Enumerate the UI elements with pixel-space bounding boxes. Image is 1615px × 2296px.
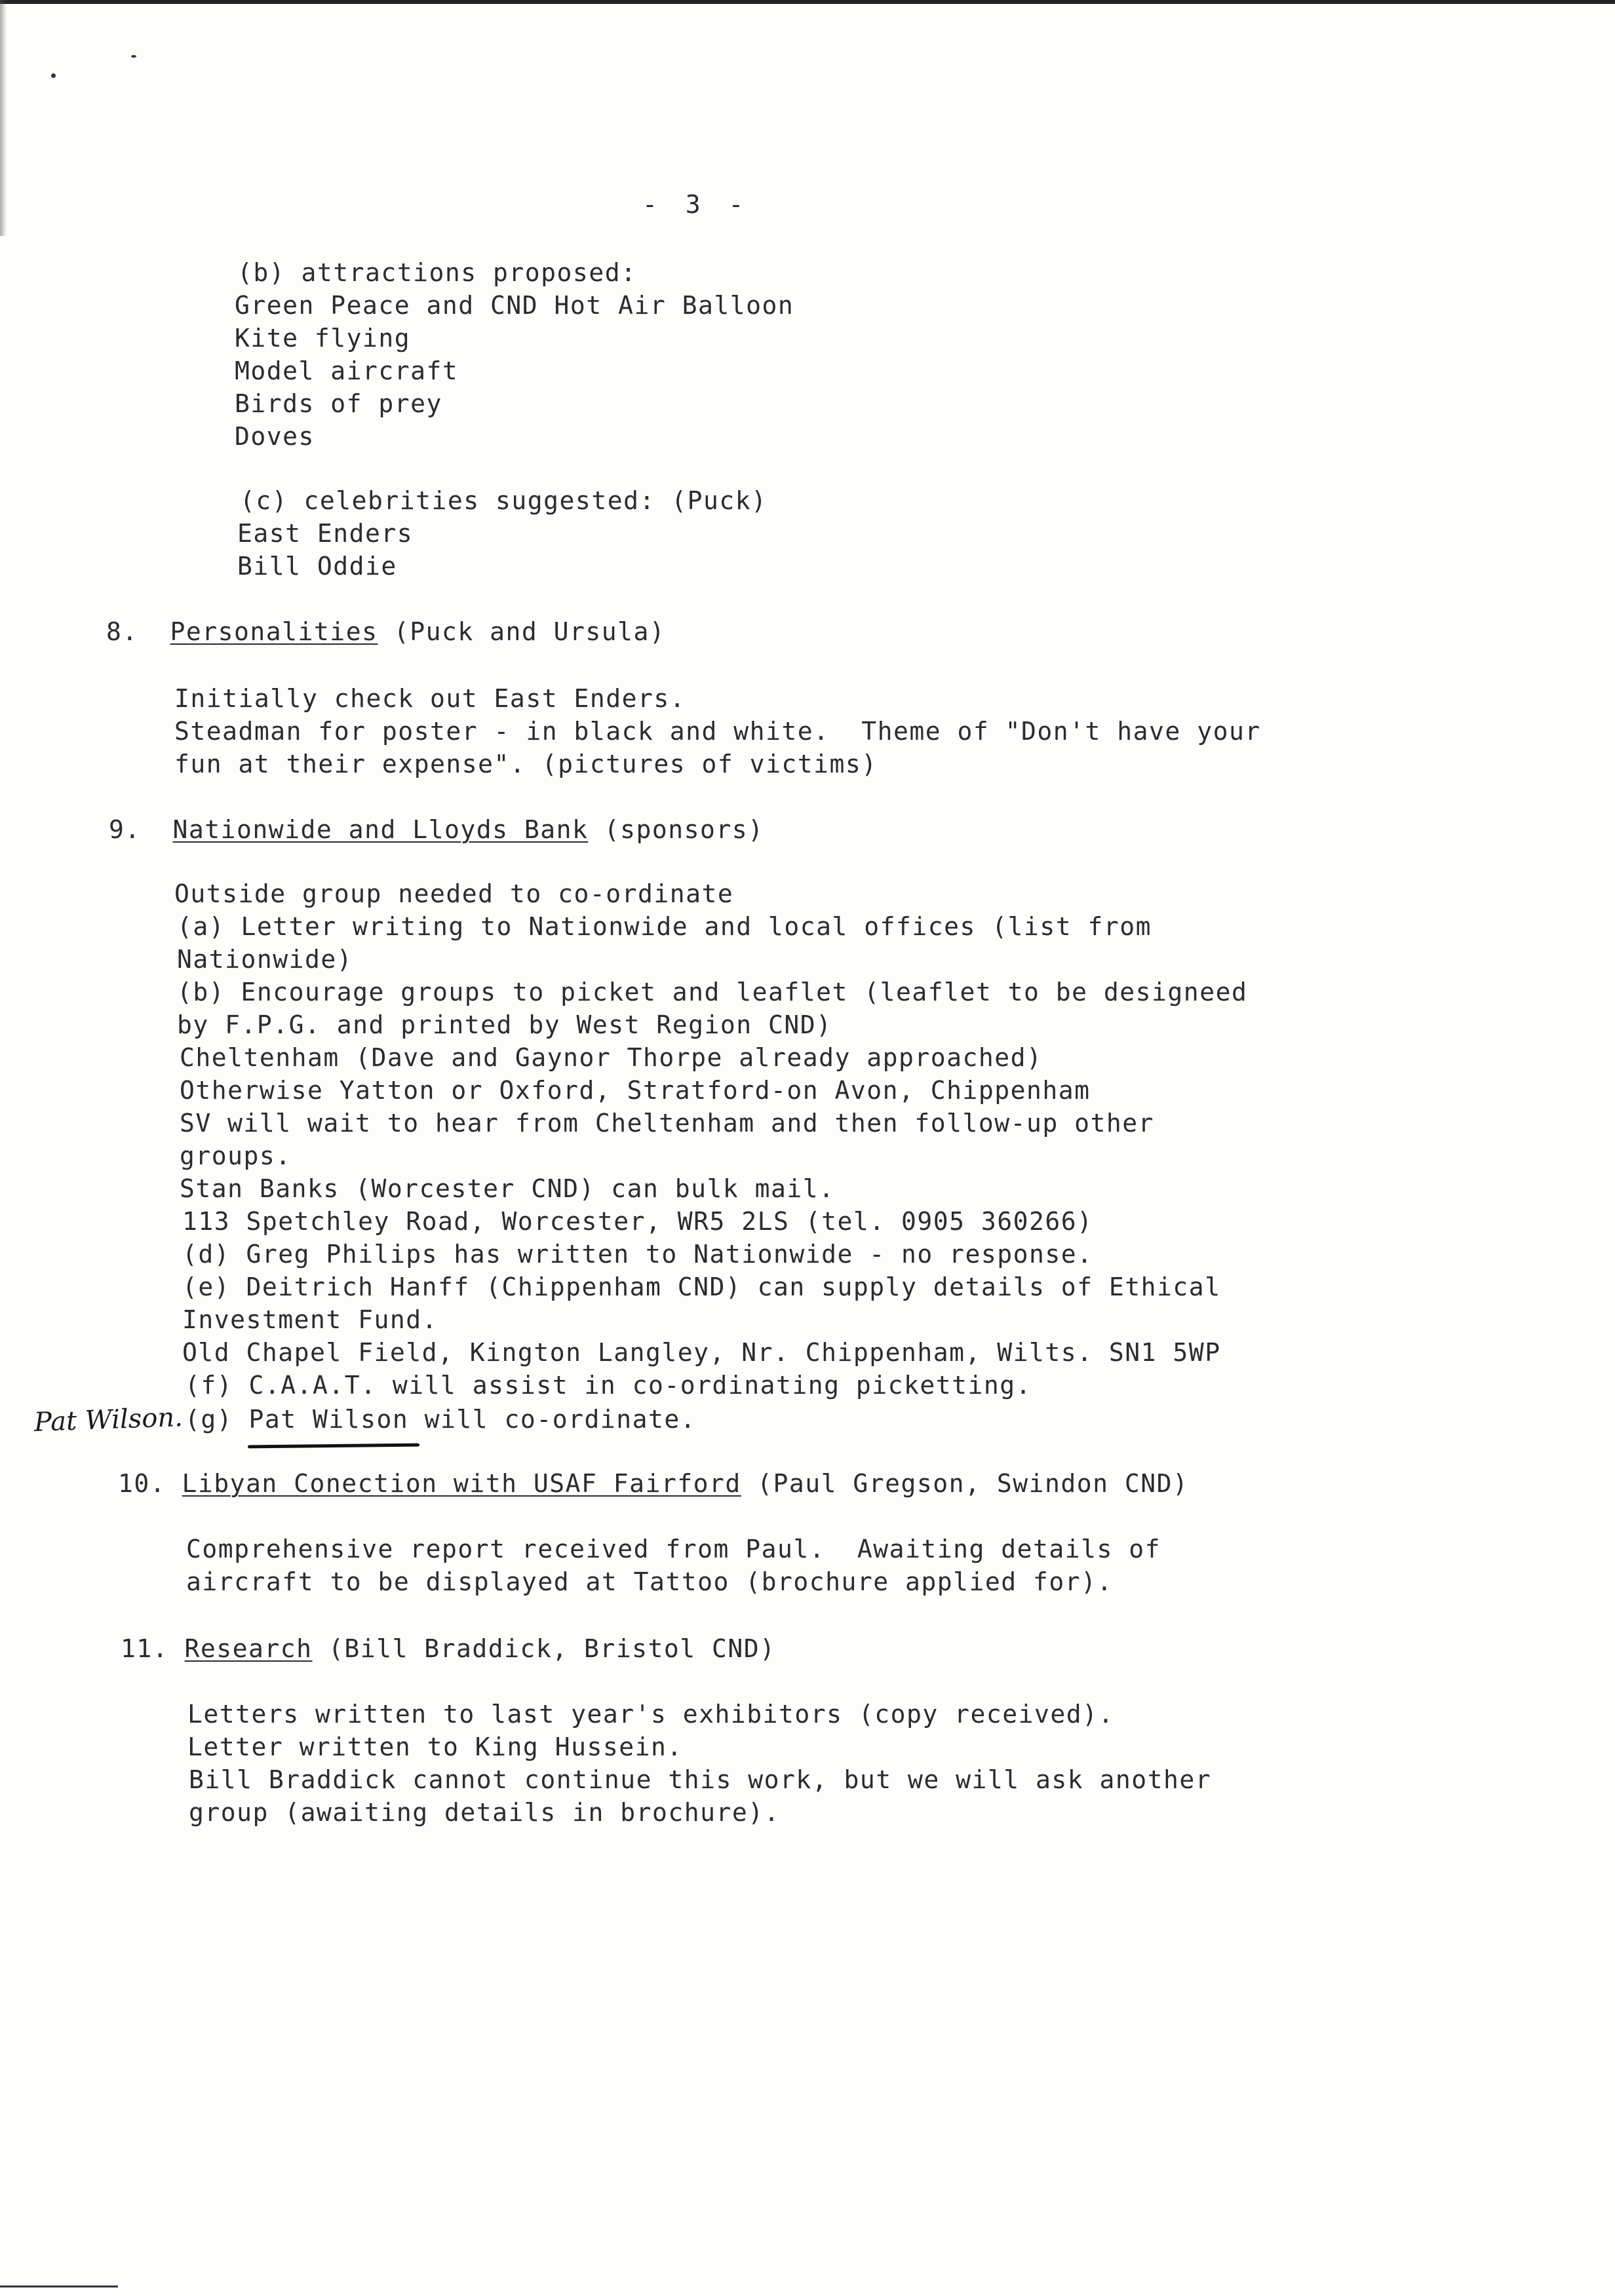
body-line: (b) Encourage groups to picket and leaflet (leaflet to be designeed (177, 978, 1248, 1006)
item8-heading (106, 616, 665, 647)
item-number: 10. (118, 1469, 166, 1498)
body-line: Investment Fund. (182, 1305, 438, 1334)
list-item: Green Peace and CND Hot Air Balloon (235, 291, 794, 320)
item9-title: Nationwide and Lloyds Bank (172, 815, 589, 844)
item11-heading (121, 1633, 776, 1664)
body-line: Comprehensive report received from Paul. Awaiting details of (186, 1535, 1161, 1563)
body-line: Otherwise Yatton or Oxford, Stratford-on Avon, Chippenham (180, 1076, 1091, 1105)
body-line: by F.P.G. and printed by West Region CND) (177, 1010, 832, 1039)
item9-heading (109, 814, 764, 845)
item10-suffix: (Paul Gregson, Swindon CND) (741, 1469, 1189, 1498)
body-line: 113 Spetchley Road, Worcester, WR5 2LS (tel. 0905 360266) (182, 1207, 1093, 1236)
body-line: Letters written to last year's exhibitors (copy received). (187, 1700, 1114, 1729)
body-line: aircraft to be displayed at Tattoo (brochure applied for). (186, 1567, 1113, 1596)
list-item: Bill Oddie (237, 552, 397, 581)
list-item: East Enders (237, 519, 414, 548)
body-line: (d) Greg Philips has written to Nationwide - no response. (182, 1240, 1093, 1269)
item10-title: Libyan Conection with USAF Fairford (182, 1469, 741, 1498)
page-left-edge (0, 0, 7, 236)
body-line: Stan Banks (Worcester CND) can bulk mail. (180, 1174, 835, 1203)
item8-suffix: (Puck and Ursula) (378, 617, 666, 646)
list-item: Model aircraft (235, 356, 459, 385)
body-line: SV will wait to hear from Cheltenham and then follow-up other (180, 1109, 1155, 1138)
body-line: Cheltenham (Dave and Gaynor Thorpe already approached) (180, 1043, 1043, 1072)
item10-heading (118, 1468, 1188, 1499)
section-c-heading: (c) celebrities suggested: (Puck) (240, 486, 768, 515)
list-item: Birds of prey (235, 389, 442, 418)
body-line: (e) Deitrich Hanff (Chippenham CND) can supply details of Ethical (182, 1272, 1221, 1301)
handwritten-underline (248, 1444, 419, 1449)
scan-speck (51, 73, 56, 78)
body-line: Letter written to King Hussein. (187, 1732, 683, 1761)
body-line: Old Chapel Field, Kington Langley, Nr. Chippenham, Wilts. SN1 5WP (182, 1338, 1221, 1367)
item9-suffix: (sponsors) (588, 815, 764, 844)
scan-speck (131, 55, 136, 58)
item-number: 8. (106, 617, 138, 646)
item-number: 9. (109, 815, 141, 844)
list-item: Doves (235, 422, 315, 451)
body-line: Nationwide) (177, 945, 353, 974)
list-item: Kite flying (235, 324, 411, 353)
body-line: Outside group needed to co-ordinate (174, 879, 734, 908)
body-line: groups. (180, 1141, 292, 1170)
body-line: Initially check out East Enders. (174, 684, 686, 713)
item11-title: Research (184, 1634, 313, 1663)
body-line: (a) Letter writing to Nationwide and local offices (list from (177, 912, 1152, 941)
handwritten-margin-note: Pat Wilson. (33, 1402, 184, 1438)
item-number: 11. (121, 1634, 169, 1663)
item11-suffix: (Bill Braddick, Bristol CND) (312, 1634, 776, 1663)
body-line: (g) Pat Wilson will co-ordinate. (185, 1405, 697, 1434)
body-line: fun at their expense". (pictures of victims) (174, 750, 878, 778)
body-line: Bill Braddick cannot continue this work, but we will ask another (189, 1765, 1212, 1794)
section-b-heading: (b) attractions proposed: (237, 258, 637, 287)
page-top-edge (0, 0, 1615, 4)
page-number: - 3 - (642, 190, 750, 219)
body-line: group (awaiting details in brochure). (189, 1798, 780, 1827)
page-bottom-edge (0, 2286, 118, 2287)
item8-title: Personalities (170, 617, 378, 646)
body-line: (f) C.A.A.T. will assist in co-ordinating picketting. (185, 1371, 1032, 1400)
body-line: Steadman for poster - in black and white. Theme of "Don't have your (174, 717, 1261, 746)
